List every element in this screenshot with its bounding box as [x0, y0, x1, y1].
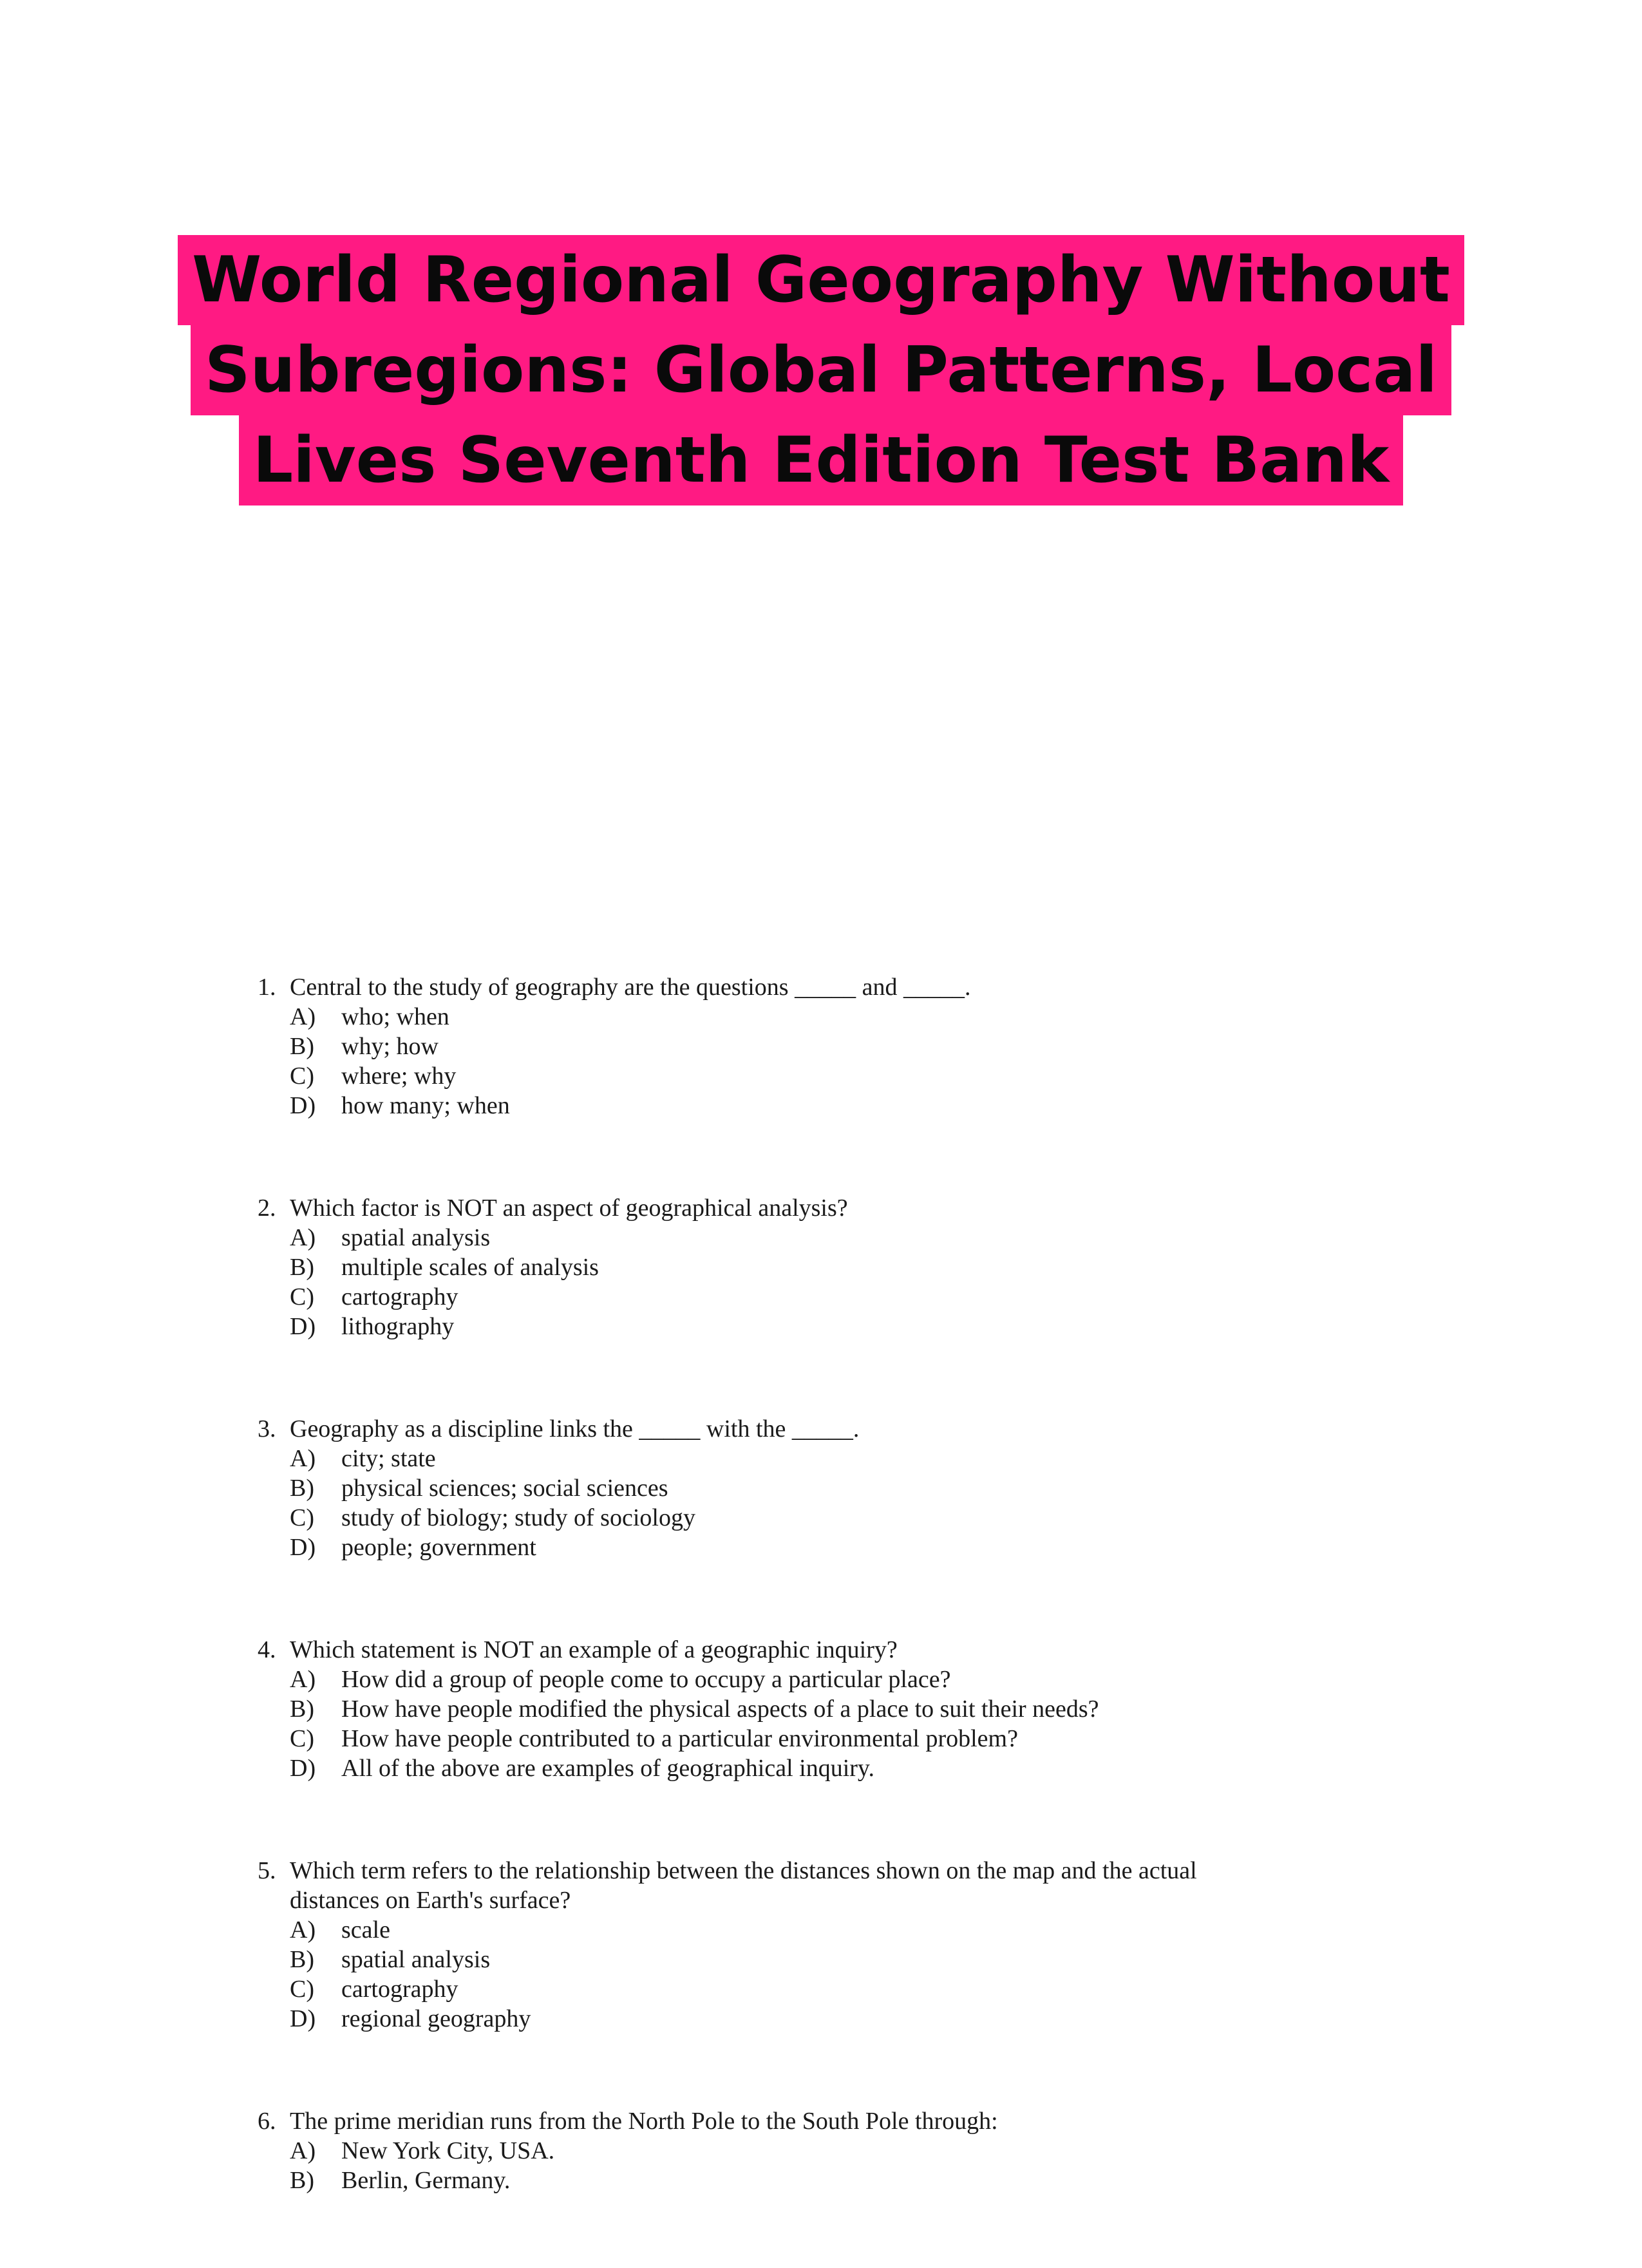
question-text: Central to the study of geography are the questions _____ and _____. [290, 974, 971, 1001]
option-letter: D) [290, 1313, 316, 1340]
option-letter: C) [290, 1504, 314, 1531]
question-number: 1. [258, 974, 276, 1001]
answer-option [258, 1223, 1417, 1252]
question-number: 4. [258, 1636, 276, 1663]
question-1 [258, 972, 1417, 1120]
option-text: why; how [341, 1033, 439, 1060]
question-text: Geography as a discipline links the _____ with the _____. [290, 1415, 860, 1442]
answer-option [258, 1945, 1417, 1974]
answer-option [258, 1915, 1417, 1945]
answer-option [258, 1753, 1417, 1783]
option-text: physical sciences; social sciences [341, 1475, 668, 1502]
option-text: cartography [341, 1976, 458, 2003]
question-text: The prime meridian runs from the North Pole to the South Pole through: [290, 2108, 998, 2135]
option-letter: B) [290, 1696, 314, 1723]
option-letter: A) [290, 1003, 316, 1030]
option-letter: A) [290, 2137, 316, 2164]
title-line: Subregions: Global Patterns, Local [191, 325, 1451, 415]
title-line: World Regional Geography Without [178, 235, 1464, 325]
option-text: spatial analysis [341, 1946, 491, 1973]
answer-option [258, 1694, 1417, 1724]
answer-option [258, 2166, 1417, 2195]
question-number: 2. [258, 1195, 276, 1222]
option-text: study of biology; study of sociology [341, 1504, 695, 1531]
option-letter: D) [290, 2005, 316, 2032]
option-text: lithography [341, 1313, 455, 1340]
answer-option [258, 1503, 1417, 1533]
option-text: Berlin, Germany. [341, 2167, 511, 2194]
option-letter: A) [290, 1666, 316, 1693]
answer-option [258, 1473, 1417, 1503]
option-text: people; government [341, 1534, 536, 1561]
option-letter: A) [290, 1916, 316, 1943]
answer-option [258, 1091, 1417, 1120]
option-text: scale [341, 1916, 390, 1943]
option-letter: D) [290, 1092, 316, 1119]
answer-option [258, 2004, 1417, 2034]
option-text: spatial analysis [341, 1224, 491, 1251]
option-letter: B) [290, 1946, 314, 1973]
option-text: regional geography [341, 2005, 531, 2032]
answer-option [258, 1665, 1417, 1694]
option-text: New York City, USA. [341, 2137, 555, 2164]
option-letter: C) [290, 1976, 314, 2003]
option-text: who; when [341, 1003, 449, 1030]
question-text: Which factor is NOT an aspect of geographical analysis? [290, 1195, 848, 1222]
option-letter: C) [290, 1283, 314, 1310]
option-letter: D) [290, 1755, 316, 1782]
option-letter: A) [290, 1224, 316, 1251]
option-letter: B) [290, 1475, 314, 1502]
option-text: multiple scales of analysis [341, 1254, 599, 1281]
option-letter: C) [290, 1063, 314, 1090]
question-4 [258, 1635, 1417, 1783]
question-5 [258, 1856, 1417, 2034]
option-letter: B) [290, 2167, 314, 2194]
answer-option [258, 1002, 1417, 1032]
question-2 [258, 1193, 1417, 1341]
option-text: How have people contributed to a particular environmental problem? [341, 1725, 1018, 1752]
option-text: How did a group of people come to occupy a particular place? [341, 1666, 951, 1693]
question-6 [258, 2106, 1417, 2195]
option-text: cartography [341, 1283, 458, 1310]
answer-option [258, 2136, 1417, 2166]
question-number: 5. [258, 1857, 276, 1884]
answer-option [258, 1032, 1417, 1061]
question-text: Which term refers to the relationship between the distances shown on the map and the actual distances on Earth's surface? [290, 1857, 1197, 1914]
answer-option [258, 1724, 1417, 1753]
option-text: How have people modified the physical aspects of a place to suit their needs? [341, 1696, 1099, 1723]
option-letter: B) [290, 1033, 314, 1060]
answer-option [258, 1974, 1417, 2004]
answer-option [258, 1282, 1417, 1312]
document-title [0, 235, 1642, 506]
answer-option [258, 1312, 1417, 1341]
option-letter: D) [290, 1534, 316, 1561]
question-list [258, 972, 1417, 2268]
answer-option [258, 1533, 1417, 1562]
option-text: All of the above are examples of geographical inquiry. [341, 1755, 874, 1782]
title-line: Lives Seventh Edition Test Bank [239, 415, 1403, 506]
answer-option [258, 1444, 1417, 1473]
question-text: Which statement is NOT an example of a geographic inquiry? [290, 1636, 898, 1663]
question-3 [258, 1414, 1417, 1562]
option-letter: B) [290, 1254, 314, 1281]
option-letter: A) [290, 1445, 316, 1472]
question-number: 3. [258, 1415, 276, 1442]
option-text: how many; when [341, 1092, 510, 1119]
option-text: where; why [341, 1063, 457, 1090]
answer-option [258, 1061, 1417, 1091]
answer-option [258, 1252, 1417, 1282]
option-letter: C) [290, 1725, 314, 1752]
option-text: city; state [341, 1445, 436, 1472]
question-number: 6. [258, 2108, 276, 2135]
